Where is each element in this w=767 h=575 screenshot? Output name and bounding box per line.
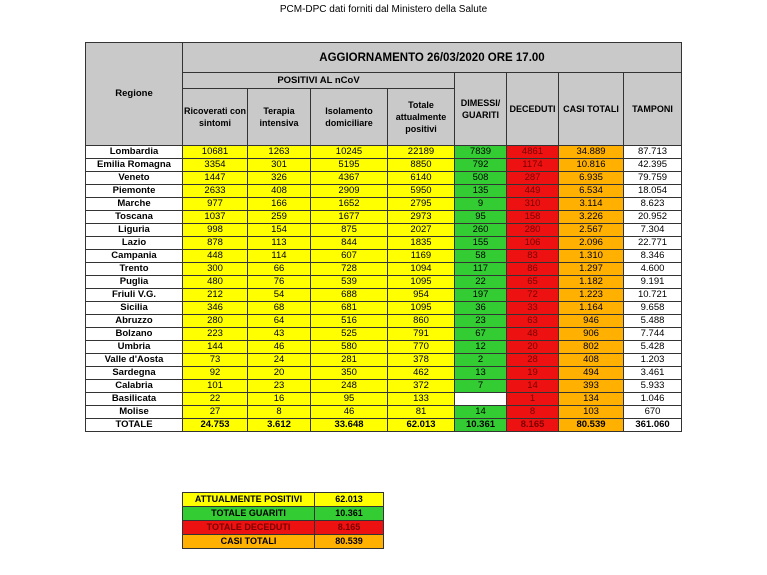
cell-regione: Piemonte	[86, 185, 183, 198]
cell-isolamento: 46	[311, 406, 388, 419]
cell-regione: Umbria	[86, 341, 183, 354]
cell-tamponi: 42.395	[624, 159, 682, 172]
table-row	[86, 263, 682, 276]
cell-casi-totali: 2.096	[559, 237, 624, 250]
cell-totale-positivi: 954	[388, 289, 455, 302]
cell-deceduti: 83	[507, 250, 559, 263]
cell-deceduti: 86	[507, 263, 559, 276]
cell-terapia: 66	[248, 263, 311, 276]
cell-isolamento: 539	[311, 276, 388, 289]
header-ricoverati: Ricoverati con sintomi	[183, 89, 248, 146]
summary-label: ATTUALMENTE POSITIVI	[183, 493, 315, 507]
cell-totale-positivi: 860	[388, 315, 455, 328]
summary-value: 62.013	[315, 493, 384, 507]
cell-dimessi: 508	[455, 172, 507, 185]
cell-ricoverati: 10681	[183, 146, 248, 159]
cell-tamponi: 8.346	[624, 250, 682, 263]
cell-terapia: 166	[248, 198, 311, 211]
cell-ricoverati: 878	[183, 237, 248, 250]
cell-deceduti: 310	[507, 198, 559, 211]
cell-terapia: 43	[248, 328, 311, 341]
covid-data-table	[85, 42, 682, 432]
cell-casi-totali: 3.114	[559, 198, 624, 211]
cell-ricoverati: 101	[183, 380, 248, 393]
cell-totale-positivi: 6140	[388, 172, 455, 185]
cell-ricoverati: 448	[183, 250, 248, 263]
cell-dimessi: 7	[455, 380, 507, 393]
summary-label: TOTALE DECEDUTI	[183, 521, 315, 535]
cell-dimessi: 95	[455, 211, 507, 224]
cell-regione: Friuli V.G.	[86, 289, 183, 302]
cell-isolamento: 728	[311, 263, 388, 276]
table-row	[86, 146, 682, 159]
summary-row	[183, 535, 384, 549]
cell-deceduti: 8	[507, 406, 559, 419]
cell-ricoverati: 280	[183, 315, 248, 328]
cell-terapia: 76	[248, 276, 311, 289]
header-casi-totali: CASI TOTALI	[559, 73, 624, 146]
cell-casi-totali: 6.534	[559, 185, 624, 198]
cell-tamponi: 5.488	[624, 315, 682, 328]
total-dimessi: 10.361	[455, 419, 507, 432]
cell-regione: Calabria	[86, 380, 183, 393]
cell-tamponi: 4.600	[624, 263, 682, 276]
cell-totale-positivi: 8850	[388, 159, 455, 172]
cell-terapia: 68	[248, 302, 311, 315]
table-row	[86, 315, 682, 328]
total-terapia: 3.612	[248, 419, 311, 432]
table-row	[86, 172, 682, 185]
cell-terapia: 54	[248, 289, 311, 302]
cell-isolamento: 516	[311, 315, 388, 328]
cell-totale-positivi: 1095	[388, 302, 455, 315]
cell-tamponi: 1.203	[624, 354, 682, 367]
cell-casi-totali: 1.164	[559, 302, 624, 315]
header-regione: Regione	[86, 43, 183, 146]
cell-tamponi: 79.759	[624, 172, 682, 185]
cell-totale-positivi: 2027	[388, 224, 455, 237]
cell-deceduti: 106	[507, 237, 559, 250]
cell-totale-positivi: 1094	[388, 263, 455, 276]
cell-isolamento: 95	[311, 393, 388, 406]
cell-tamponi: 20.952	[624, 211, 682, 224]
summary-value: 80.539	[315, 535, 384, 549]
cell-regione: Toscana	[86, 211, 183, 224]
cell-tamponi: 8.623	[624, 198, 682, 211]
cell-isolamento: 875	[311, 224, 388, 237]
summary-row	[183, 493, 384, 507]
cell-totale-positivi: 81	[388, 406, 455, 419]
cell-terapia: 301	[248, 159, 311, 172]
total-ricoverati: 24.753	[183, 419, 248, 432]
cell-deceduti: 72	[507, 289, 559, 302]
cell-isolamento: 1677	[311, 211, 388, 224]
cell-regione: Marche	[86, 198, 183, 211]
summary-value: 10.361	[315, 507, 384, 521]
cell-isolamento: 5195	[311, 159, 388, 172]
cell-deceduti: 14	[507, 380, 559, 393]
total-totale-positivi: 62.013	[388, 419, 455, 432]
cell-isolamento: 4367	[311, 172, 388, 185]
cell-terapia: 8	[248, 406, 311, 419]
cell-dimessi: 792	[455, 159, 507, 172]
cell-regione: Veneto	[86, 172, 183, 185]
cell-dimessi: 36	[455, 302, 507, 315]
cell-deceduti: 4861	[507, 146, 559, 159]
cell-terapia: 408	[248, 185, 311, 198]
table-row	[86, 341, 682, 354]
cell-terapia: 114	[248, 250, 311, 263]
cell-casi-totali: 393	[559, 380, 624, 393]
cell-regione: Trento	[86, 263, 183, 276]
cell-dimessi: 155	[455, 237, 507, 250]
cell-dimessi: 13	[455, 367, 507, 380]
cell-totale-positivi: 791	[388, 328, 455, 341]
cell-casi-totali: 103	[559, 406, 624, 419]
cell-dimessi: 2	[455, 354, 507, 367]
header-dimessi: DIMESSI/ GUARITI	[455, 73, 507, 146]
cell-dimessi: 12	[455, 341, 507, 354]
table-body	[86, 146, 682, 432]
cell-deceduti: 287	[507, 172, 559, 185]
cell-dimessi: 22	[455, 276, 507, 289]
cell-totale-positivi: 22189	[388, 146, 455, 159]
cell-ricoverati: 92	[183, 367, 248, 380]
cell-isolamento: 688	[311, 289, 388, 302]
cell-terapia: 64	[248, 315, 311, 328]
cell-ricoverati: 1037	[183, 211, 248, 224]
cell-deceduti: 449	[507, 185, 559, 198]
cell-regione: Molise	[86, 406, 183, 419]
cell-casi-totali: 906	[559, 328, 624, 341]
header-totale-positivi: Totale attualmente positivi	[388, 89, 455, 146]
cell-casi-totali: 1.182	[559, 276, 624, 289]
cell-deceduti: 1	[507, 393, 559, 406]
cell-regione: Campania	[86, 250, 183, 263]
table-row	[86, 354, 682, 367]
cell-casi-totali: 10.816	[559, 159, 624, 172]
cell-totale-positivi: 1169	[388, 250, 455, 263]
cell-totale-positivi: 372	[388, 380, 455, 393]
cell-tamponi: 7.744	[624, 328, 682, 341]
cell-casi-totali: 1.223	[559, 289, 624, 302]
cell-isolamento: 248	[311, 380, 388, 393]
cell-isolamento: 350	[311, 367, 388, 380]
cell-isolamento: 681	[311, 302, 388, 315]
table-row	[86, 289, 682, 302]
cell-dimessi: 58	[455, 250, 507, 263]
cell-regione: Basilicata	[86, 393, 183, 406]
cell-dimessi: 135	[455, 185, 507, 198]
cell-ricoverati: 22	[183, 393, 248, 406]
cell-regione: Emilia Romagna	[86, 159, 183, 172]
summary-label: TOTALE GUARITI	[183, 507, 315, 521]
cell-casi-totali: 494	[559, 367, 624, 380]
cell-ricoverati: 73	[183, 354, 248, 367]
table-row	[86, 302, 682, 315]
total-isolamento: 33.648	[311, 419, 388, 432]
cell-casi-totali: 1.310	[559, 250, 624, 263]
summary-value: 8.165	[315, 521, 384, 535]
header-deceduti: DECEDUTI	[507, 73, 559, 146]
table-row	[86, 159, 682, 172]
cell-terapia: 113	[248, 237, 311, 250]
cell-tamponi: 9.191	[624, 276, 682, 289]
cell-isolamento: 607	[311, 250, 388, 263]
cell-deceduti: 28	[507, 354, 559, 367]
table-row	[86, 198, 682, 211]
cell-ricoverati: 223	[183, 328, 248, 341]
cell-dimessi: 7839	[455, 146, 507, 159]
cell-tamponi: 670	[624, 406, 682, 419]
cell-isolamento: 10245	[311, 146, 388, 159]
cell-dimessi: 260	[455, 224, 507, 237]
cell-regione: Lombardia	[86, 146, 183, 159]
cell-deceduti: 48	[507, 328, 559, 341]
total-row	[86, 419, 682, 432]
summary-row	[183, 521, 384, 535]
cell-isolamento: 844	[311, 237, 388, 250]
cell-tamponi: 1.046	[624, 393, 682, 406]
cell-tamponi: 9.658	[624, 302, 682, 315]
cell-tamponi: 87.713	[624, 146, 682, 159]
cell-regione: Lazio	[86, 237, 183, 250]
cell-deceduti: 1174	[507, 159, 559, 172]
cell-isolamento: 281	[311, 354, 388, 367]
cell-totale-positivi: 5950	[388, 185, 455, 198]
table-row	[86, 328, 682, 341]
cell-terapia: 1263	[248, 146, 311, 159]
cell-deceduti: 65	[507, 276, 559, 289]
total-tamponi: 361.060	[624, 419, 682, 432]
header-tamponi: TAMPONI	[624, 73, 682, 146]
cell-ricoverati: 3354	[183, 159, 248, 172]
table-row	[86, 185, 682, 198]
cell-terapia: 20	[248, 367, 311, 380]
cell-regione: Puglia	[86, 276, 183, 289]
cell-terapia: 326	[248, 172, 311, 185]
cell-terapia: 16	[248, 393, 311, 406]
header-isolamento: Isolamento domiciliare	[311, 89, 388, 146]
cell-ricoverati: 977	[183, 198, 248, 211]
page-title: PCM-DPC dati forniti dal Ministero della Salute	[279, 4, 488, 15]
cell-dimessi: 23	[455, 315, 507, 328]
table-row	[86, 250, 682, 263]
cell-regione: Valle d'Aosta	[86, 354, 183, 367]
cell-casi-totali: 1.297	[559, 263, 624, 276]
cell-casi-totali: 6.935	[559, 172, 624, 185]
cell-dimessi: 117	[455, 263, 507, 276]
cell-isolamento: 1652	[311, 198, 388, 211]
table-row	[86, 406, 682, 419]
cell-deceduti: 63	[507, 315, 559, 328]
cell-ricoverati: 212	[183, 289, 248, 302]
cell-terapia: 259	[248, 211, 311, 224]
cell-tamponi: 5.428	[624, 341, 682, 354]
cell-totale-positivi: 378	[388, 354, 455, 367]
cell-regione: Sardegna	[86, 367, 183, 380]
cell-casi-totali: 134	[559, 393, 624, 406]
cell-isolamento: 2909	[311, 185, 388, 198]
table-row	[86, 276, 682, 289]
cell-terapia: 46	[248, 341, 311, 354]
cell-casi-totali: 946	[559, 315, 624, 328]
cell-totale-positivi: 462	[388, 367, 455, 380]
cell-ricoverati: 300	[183, 263, 248, 276]
cell-tamponi: 18.054	[624, 185, 682, 198]
total-regione: TOTALE	[86, 419, 183, 432]
cell-totale-positivi: 133	[388, 393, 455, 406]
table-row	[86, 211, 682, 224]
table-row	[86, 367, 682, 380]
header-positivi: POSITIVI AL nCoV	[183, 73, 455, 89]
summary-row	[183, 507, 384, 521]
table-row	[86, 380, 682, 393]
cell-dimessi: 197	[455, 289, 507, 302]
cell-isolamento: 580	[311, 341, 388, 354]
cell-ricoverati: 1447	[183, 172, 248, 185]
cell-totale-positivi: 2973	[388, 211, 455, 224]
cell-ricoverati: 27	[183, 406, 248, 419]
cell-casi-totali: 408	[559, 354, 624, 367]
cell-ricoverati: 998	[183, 224, 248, 237]
summary-label: CASI TOTALI	[183, 535, 315, 549]
cell-regione: Bolzano	[86, 328, 183, 341]
cell-tamponi: 5.933	[624, 380, 682, 393]
cell-regione: Sicilia	[86, 302, 183, 315]
cell-isolamento: 525	[311, 328, 388, 341]
table-row	[86, 224, 682, 237]
cell-ricoverati: 346	[183, 302, 248, 315]
cell-ricoverati: 144	[183, 341, 248, 354]
cell-tamponi: 10.721	[624, 289, 682, 302]
cell-ricoverati: 480	[183, 276, 248, 289]
cell-dimessi: 67	[455, 328, 507, 341]
cell-deceduti: 19	[507, 367, 559, 380]
cell-tamponi: 3.461	[624, 367, 682, 380]
cell-tamponi: 22.771	[624, 237, 682, 250]
total-deceduti: 8.165	[507, 419, 559, 432]
table-row	[86, 237, 682, 250]
cell-terapia: 24	[248, 354, 311, 367]
cell-totale-positivi: 770	[388, 341, 455, 354]
table-row	[86, 393, 682, 406]
cell-deceduti: 280	[507, 224, 559, 237]
cell-deceduti: 33	[507, 302, 559, 315]
cell-ricoverati: 2633	[183, 185, 248, 198]
cell-terapia: 23	[248, 380, 311, 393]
cell-regione: Abruzzo	[86, 315, 183, 328]
cell-terapia: 154	[248, 224, 311, 237]
cell-deceduti: 158	[507, 211, 559, 224]
summary-table	[182, 492, 384, 549]
header-aggiornamento: AGGIORNAMENTO 26/03/2020 ORE 17.00	[183, 43, 682, 73]
cell-deceduti: 20	[507, 341, 559, 354]
cell-tamponi: 7.304	[624, 224, 682, 237]
cell-totale-positivi: 2795	[388, 198, 455, 211]
cell-dimessi: 14	[455, 406, 507, 419]
cell-casi-totali: 2.567	[559, 224, 624, 237]
total-casi-totali: 80.539	[559, 419, 624, 432]
cell-totale-positivi: 1835	[388, 237, 455, 250]
cell-dimessi	[455, 393, 507, 406]
cell-casi-totali: 34.889	[559, 146, 624, 159]
cell-casi-totali: 802	[559, 341, 624, 354]
cell-regione: Liguria	[86, 224, 183, 237]
cell-totale-positivi: 1095	[388, 276, 455, 289]
cell-dimessi: 9	[455, 198, 507, 211]
cell-casi-totali: 3.226	[559, 211, 624, 224]
header-terapia: Terapia intensiva	[248, 89, 311, 146]
